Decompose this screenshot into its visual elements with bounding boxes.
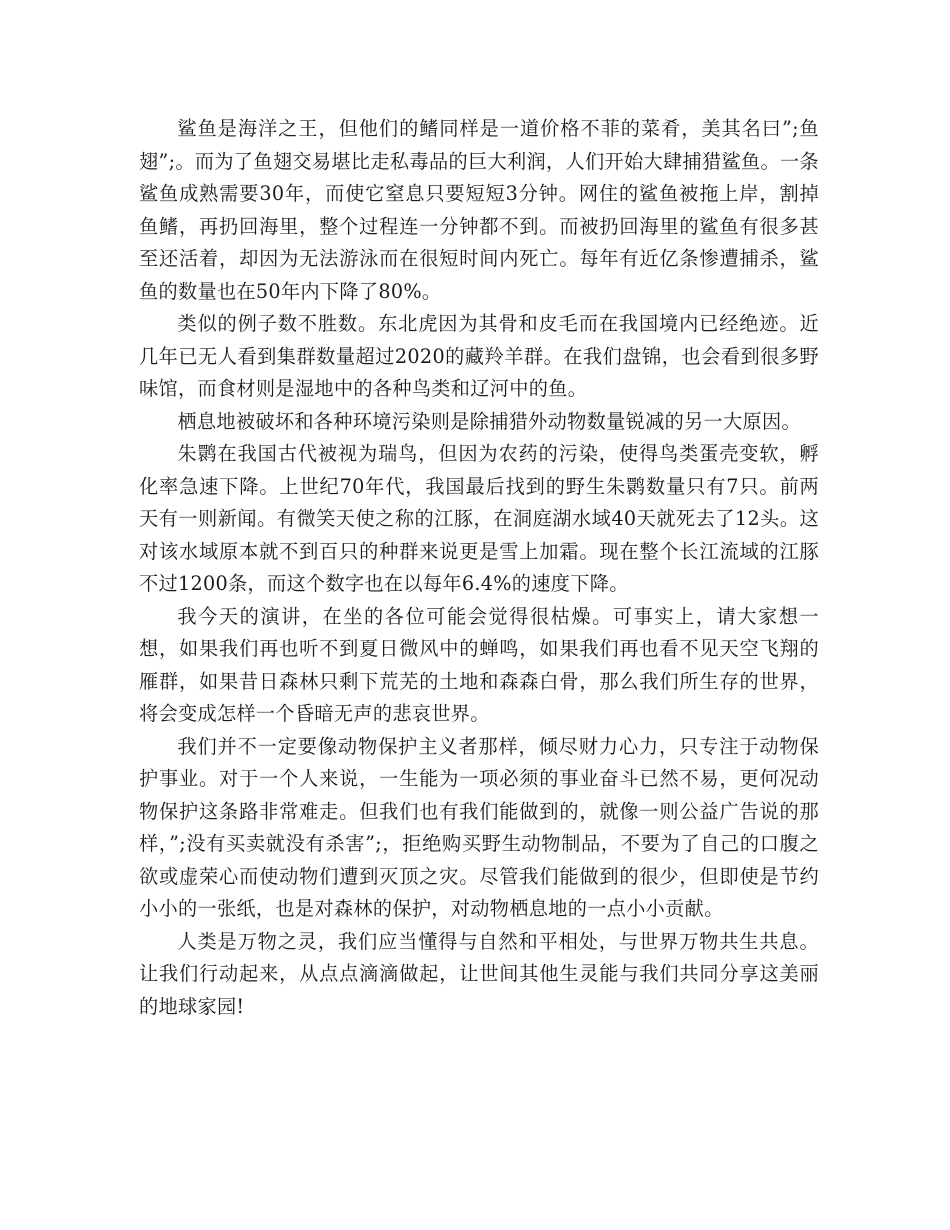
paragraph-examples: 类似的例子数不胜数。东北虎因为其骨和皮毛而在我国境内已经绝迹。近几年已无人看到集群数量超过2020的藏羚羊群。在我们盘锦，也会看到很多野味馆，而食材则是湿地中的各种鸟类和辽河中的鱼。 — [139, 312, 819, 400]
paragraph-shark-fin: 鲨鱼是海洋之王，但他们的鳍同样是一道价格不菲的菜肴，美其名曰”;鱼翅”;。而为了鱼翅交易堪比走私毒品的巨大利润，人们开始大肆捕猎鲨鱼。一条鲨鱼成熟需要30年，而使它窒息只要短短3分钟。网住的鲨鱼被拖上岸，割掉鱼鳍，再扔回海里，整个过程连一分钟都不到。而被扔回海里的鲨鱼有很多甚至还活着，却因为无法游泳而在很短时间内死亡。每年有近亿条惨遭捕杀，鲨鱼的数量也在50年内下降了80%。 — [139, 117, 819, 303]
paragraph-speech-reflection: 我今天的演讲，在坐的各位可能会觉得很枯燥。可事实上，请大家想一想，如果我们再也听不到夏日微风中的蝉鸣，如果我们再也看不见天空飞翔的雁群，如果昔日森林只剩下荒芜的土地和森森白骨，那么我们所生存的世界，将会变成怎样一个昏暗无声的悲哀世界。 — [139, 604, 819, 725]
paragraph-crested-ibis: 朱鹮在我国古代被视为瑞鸟，但因为农药的污染，使得鸟类蛋壳变软，孵化率急速下降。上世纪70年代，我国最后找到的野生朱鹮数量只有7只。前两天有一则新闻。有微笑天使之称的江豚，在洞庭湖水域40天就死去了12头。这对该水域原本就不到百只的种群来说更是雪上加霜。现在整个长江流域的江豚不过1200条，而这个数字也在以每年6.4%的速度下降。 — [139, 442, 819, 595]
paragraph-habitat: 栖息地被破坏和各种环境污染则是除捕猎外动物数量锐减的另一大原因。 — [177, 409, 801, 433]
document-body — [139, 113, 819, 1023]
paragraph-conclusion: 人类是万物之灵，我们应当懂得与自然和平相处，与世界万物共生共息。让我们行动起来，从点点滴滴做起，让世间其他生灵能与我们共同分享这美丽的地球家园! — [139, 929, 819, 1018]
paragraph-what-we-can-do: 我们并不一定要像动物保护主义者那样，倾尽财力心力，只专注于动物保护事业。对于一个人来说，一生能为一项必须的事业奋斗已然不易，更何况动物保护这条路非常难走。但我们也有我们能做到的，就像一则公益广告说的那样，”;没有买卖就没有杀害”;，拒绝购买野生动物制品，不要为了自己的口腹之欲或虚荣心而使动物们遭到灭顶之灾。尽管我们能做到的很少，但即使是节约小小的一张纸，也是对森林的保护，对动物栖息地的一点小小贡献。 — [139, 734, 819, 920]
